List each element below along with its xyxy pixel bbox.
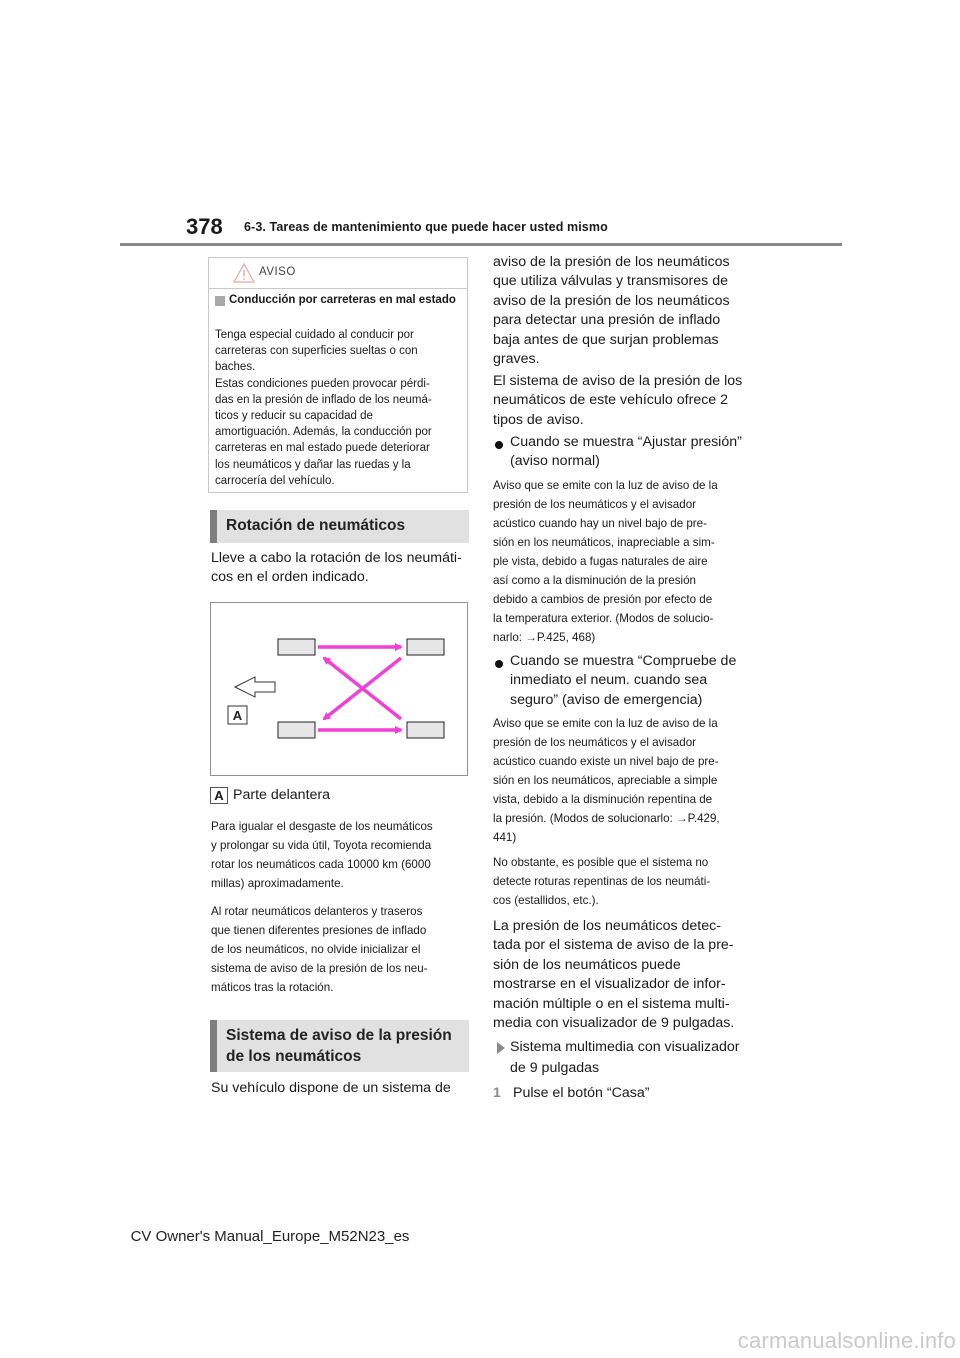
tpms-heading: Sistema de aviso de la presión de los neumáticos: [210, 1020, 469, 1072]
warning-header: [209, 258, 467, 289]
tire-front-right: [407, 639, 444, 655]
header-rule: [120, 243, 842, 246]
tpms-note: No obstante, es posible que el sistema no detecte roturas repentinas de los neumáti- cos (estallidos, etc.).: [493, 856, 711, 907]
rotation-heading: Rotación de neumáticos: [210, 510, 469, 543]
bullet-emergency-warning: Cuando se muestra “Compruebe de inmediato el neum. cuando sea seguro” (aviso de emergencia): [510, 653, 737, 708]
legend-key: A: [210, 787, 228, 804]
rotation-intro: Lleve a cabo la rotación de los neumáti- cos en el orden indicado.: [211, 550, 462, 586]
warning-label: AVISO: [259, 266, 296, 278]
warning-triangle-icon: [233, 263, 255, 283]
tpms-offers: El sistema de aviso de la presión de los neumáticos de este vehículo ofrece 2 tipos de aviso.: [493, 373, 743, 428]
tire-rear-right: [407, 722, 444, 738]
warning-box: [208, 257, 468, 493]
rotation-note-2: Al rotar neumáticos delanteros y traseros que tienen diferentes presiones de inflado de los neumáticos, no olvide inicializar el sistema de aviso de la presión de los neu- máticos tras la rotación.: [211, 905, 428, 994]
bullet-icon: [495, 660, 503, 668]
tire-rear-left: [278, 722, 315, 738]
legend-text: Parte delantera: [233, 787, 331, 803]
bullet-icon: [495, 441, 503, 449]
bullet-normal-warning: Cuando se muestra “Ajustar presión” (aviso normal): [510, 434, 742, 470]
front-direction-arrow: [235, 677, 275, 697]
subhead-triangle-icon: [497, 1042, 505, 1054]
tpms-intro-right: aviso de la presión de los neumáticos que utiliza válvulas y transmisores de aviso de la presión de los neumáticos para detectar una presión de inflado baja antes de que surjan problemas graves.: [493, 254, 730, 368]
section-title: 6-3. Tareas de mantenimiento que puede hacer usted mismo: [244, 220, 608, 234]
rotation-diagram: [210, 602, 468, 776]
step-number: 1: [493, 1085, 501, 1101]
tpms-intro-left: Su vehículo dispone de un sistema de: [211, 1080, 451, 1096]
warning-text: Tenga especial cuidado al conducir por carreteras con superficies sueltas o con baches. Estas condiciones pueden provocar pérdi- das en la presión de inflado de los neumá- ticos y reducir su capacidad de amortiguación. Además, la conducción por carreteras en mal estado puede deteriorar los neumáticos y dañar las ruedas y la carrocería del vehículo.: [215, 329, 432, 487]
warning-subtitle: Conducción por carreteras en mal estado: [229, 294, 456, 306]
footer-manual-name: CV Owner's Manual_Europe_M52N23_es: [130, 1228, 410, 1245]
watermark: carmanualsonline.info: [737, 1328, 956, 1353]
diagram-label-a: A: [232, 708, 243, 723]
step-text: Pulse el botón “Casa”: [513, 1085, 650, 1101]
rotation-note-1: Para igualar el desgaste de los neumáticos y prolongar su vida útil, Toyota recomienda rotar los neumáticos cada 10000 km (6000 millas) aproximadamente.: [211, 820, 433, 890]
rotation-diagram-svg: [211, 603, 467, 775]
page-number: 378: [186, 214, 223, 239]
tire-front-left: [278, 639, 315, 655]
multimedia-subhead: Sistema multimedia con visualizador de 9 pulgadas: [510, 1039, 740, 1076]
normal-warning-desc: Aviso que se emite con la luz de aviso de la presión de los neumáticos y el avisador acústico cuando hay un nivel bajo de pre- sión en los neumáticos, inapreciable a sim- ple vista, debido a fugas naturales de aire así como a la disminución de la presión debido a cambios de presión por efecto de la temperatura exterior. (Modos de solucio- narlo: →P.425, 468): [493, 479, 718, 644]
square-bullet-icon: [215, 296, 225, 306]
tpms-display-text: La presión de los neumáticos detec- tada por el sistema de aviso de la pre- sión de los neumáticos puede mostrarse en el visualizador de infor- mación múltiple o en el sistema multi- media con visualizador de 9 pulgadas.: [493, 918, 735, 1032]
emergency-warning-desc: Aviso que se emite con la luz de aviso de la presión de los neumáticos y el avisador acústico cuando existe un nivel bajo de pre- sión en los neumáticos, apreciable a simple vista, debido a la disminución repentina de la presión. (Modos de solucionarlo: →P.429, 441): [493, 717, 720, 844]
